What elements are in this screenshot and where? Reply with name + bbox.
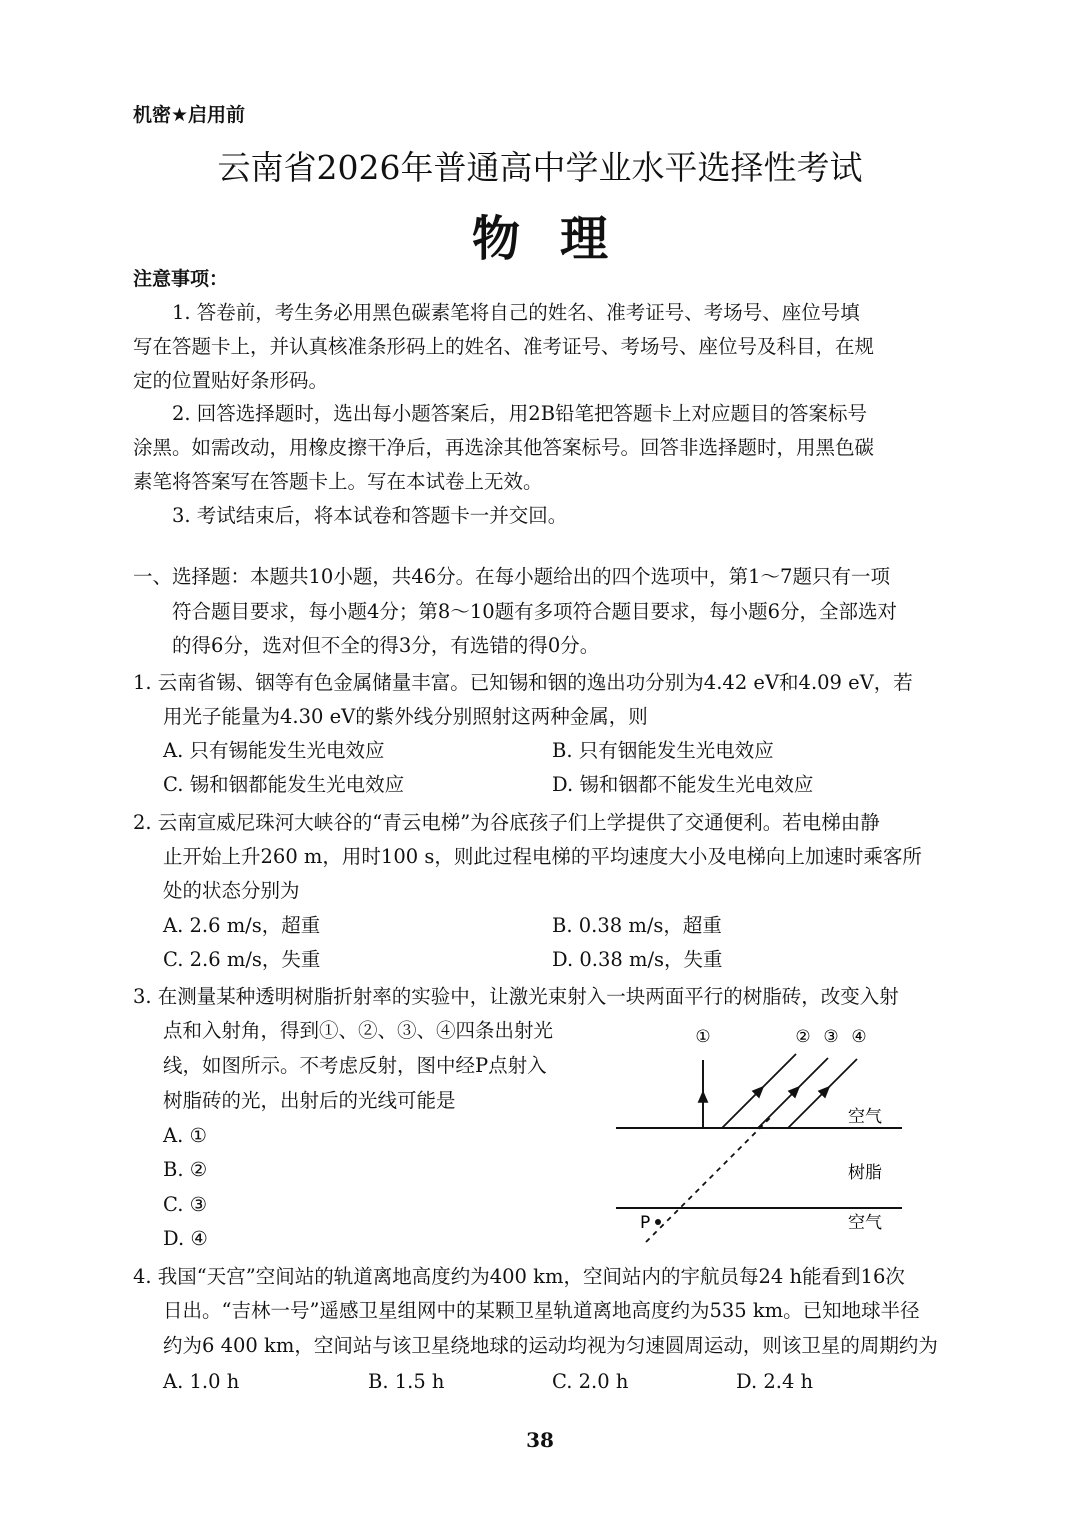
q3-option-c: C. ③	[163, 1193, 208, 1216]
q2-option-c: C. 2.6 m/s，失重	[163, 948, 321, 971]
label-point-p: P	[640, 1213, 651, 1233]
ray-3	[758, 1058, 828, 1128]
notice-item-1-line-2: 写在答题卡上，并认真核准条形码上的姓名、准考证号、考场号、座位号及科目，在规	[133, 335, 875, 358]
ray-4	[788, 1059, 857, 1128]
label-air-bottom: 空气	[848, 1213, 882, 1233]
q4-line-3: 约为6 400 km，空间站与该卫星绕地球的运动均视为匀速圆周运动，则该卫星的周期约为	[163, 1334, 938, 1357]
q4-option-b: B. 1.5 h	[368, 1370, 445, 1393]
section-1-line-2: 符合题目要求，每小题4分；第8～10题有多项符合题目要求，每小题6分，全部选对	[172, 600, 898, 623]
q3-option-d: D. ④	[163, 1227, 208, 1250]
page-number: 38	[526, 1428, 554, 1452]
ray-label-1: ①	[695, 1027, 711, 1047]
q3-line-3: 线，如图所示。不考虑反射，图中经P点射入	[163, 1054, 547, 1077]
q2-option-a: A. 2.6 m/s，超重	[163, 914, 321, 937]
notice-item-1-line-1: 1. 答卷前，考生务必用黑色碳素笔将自己的姓名、准考证号、考场号、座位号填	[172, 301, 860, 324]
q1-option-d: D. 锡和铟都不能发生光电效应	[552, 773, 814, 796]
q3-line-4: 树脂砖的光，出射后的光线可能是	[163, 1089, 456, 1112]
q4-line-1: 4. 我国“天宫”空间站的轨道离地高度约为400 km，空间站内的宇航员每24 h能看到16次	[133, 1265, 905, 1288]
notice-item-1-line-3: 定的位置贴好条形码。	[133, 369, 329, 392]
point-p-marker	[655, 1219, 661, 1225]
q2-line-3: 处的状态分别为	[163, 879, 300, 902]
notice-item-3: 3. 考试结束后，将本试卷和答题卡一并交回。	[172, 504, 568, 527]
label-air-top: 空气	[848, 1107, 882, 1127]
q2-line-1: 2. 云南宣威尼珠河大峡谷的“青云电梯”为谷底孩子们上学提供了交通便利。若电梯由静	[133, 811, 880, 834]
section-1-line-1: 一、选择题：本题共10小题，共46分。在每小题给出的四个选项中，第1～7题只有一项	[133, 565, 890, 588]
q4-option-c: C. 2.0 h	[552, 1370, 629, 1393]
q4-option-d: D. 2.4 h	[736, 1370, 814, 1393]
subject-title: 物理	[471, 211, 648, 267]
q1-option-a: A. 只有锡能发生光电效应	[163, 739, 385, 762]
q4-option-a: A. 1.0 h	[163, 1370, 240, 1393]
label-resin: 树脂	[848, 1163, 882, 1183]
q1-line-1: 1. 云南省锡、铟等有色金属储量丰富。已知锡和铟的逸出功分别为4.42 eV和4.09 eV，若	[133, 671, 913, 694]
q1-line-2: 用光子能量为4.30 eV的紫外线分别照射这两种金属，则	[163, 705, 648, 728]
refraction-diagram	[600, 1020, 920, 1250]
q2-option-d: D. 0.38 m/s，失重	[552, 948, 723, 971]
q2-line-2: 止开始上升260 m，用时100 s，则此过程电梯的平均速度大小及电梯向上加速时乘客所	[163, 845, 922, 868]
ray-label-2: ②	[795, 1027, 811, 1047]
confidential-label: 机密★启用前	[133, 104, 246, 126]
section-1-line-3: 的得6分，选对但不全的得3分，有选错的得0分。	[172, 634, 600, 657]
ray-label-4: ④	[851, 1027, 867, 1047]
q1-option-b: B. 只有铟能发生光电效应	[552, 739, 774, 762]
q3-option-a: A. ①	[163, 1124, 207, 1147]
ray-label-3: ③	[823, 1027, 839, 1047]
q3-option-b: B. ②	[163, 1158, 208, 1181]
incident-ray-dashed	[646, 1118, 770, 1242]
notice-item-2-line-3: 素笔将答案写在答题卡上。写在本试卷上无效。	[133, 470, 543, 493]
q3-line-2: 点和入射角，得到①、②、③、④四条出射光	[163, 1019, 554, 1042]
q1-option-c: C. 锡和铟都能发生光电效应	[163, 773, 405, 796]
notice-item-2-line-1: 2. 回答选择题时，选出每小题答案后，用2B铅笔把答题卡上对应题目的答案标号	[172, 402, 868, 425]
q3-line-1: 3. 在测量某种透明树脂折射率的实验中，让激光束射入一块两面平行的树脂砖，改变入射	[133, 985, 899, 1008]
exam-title: 云南省2026年普通高中学业水平选择性考试	[217, 148, 863, 187]
q2-option-b: B. 0.38 m/s，超重	[552, 914, 722, 937]
ray-2	[722, 1054, 796, 1128]
q4-line-2: 日出。“吉林一号”遥感卫星组网中的某颗卫星轨道离地高度约为535 km。已知地球半径	[163, 1299, 920, 1322]
notice-item-2-line-2: 涂黑。如需改动，用橡皮擦干净后，再选涂其他答案标号。回答非选择题时，用黑色碳	[133, 436, 875, 459]
notice-heading: 注意事项：	[133, 268, 229, 290]
